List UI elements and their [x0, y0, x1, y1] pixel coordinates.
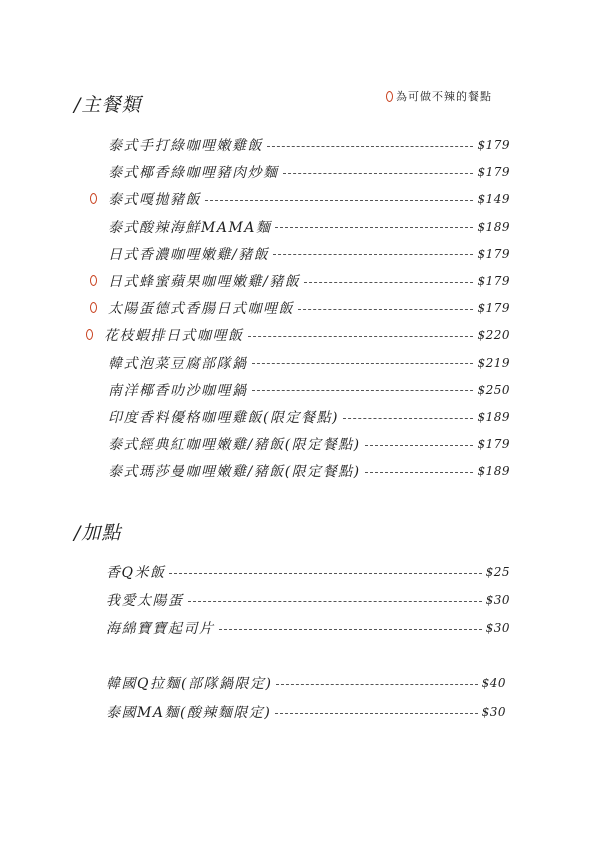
menu-row	[106, 618, 510, 638]
menu-row	[108, 162, 510, 182]
leader-dots	[169, 573, 481, 574]
menu-item-name: 我愛太陽蛋	[106, 593, 184, 609]
leader-dots	[276, 684, 477, 685]
leader-dots	[275, 227, 473, 228]
menu-item-name: 泰式嘎拋豬飯	[108, 192, 201, 209]
menu-item-price: $220	[477, 328, 510, 343]
leader-dots	[298, 309, 473, 310]
menu-item-name: 南洋椰香叻沙咖哩鍋	[108, 382, 248, 399]
menu-row	[106, 702, 506, 722]
circle-mark-icon	[386, 91, 393, 102]
menu-item-name: 泰國MA麵(酸辣麵限定)	[106, 705, 272, 721]
menu-row	[108, 189, 510, 209]
menu-item-name: 泰式手打綠咖哩嫩雞飯	[108, 138, 263, 154]
menu-row	[106, 562, 510, 582]
menu-row	[108, 407, 510, 427]
menu-item-price: $179	[477, 301, 510, 316]
menu-item-name: 泰式椰香綠咖哩豬肉炒麵	[108, 165, 279, 182]
menu-row	[108, 353, 510, 373]
menu-item-price: $30	[481, 705, 506, 719]
menu-row	[106, 673, 506, 693]
menu-item-price: $179	[477, 437, 510, 452]
menu-item-price: $179	[477, 246, 510, 261]
leader-dots	[252, 390, 474, 391]
menu-item-name: 韓式泡菜豆腐部隊鍋	[108, 355, 248, 372]
menu-item-name: 日式蜂蜜蘋果咖哩嫩雞/豬飯	[108, 274, 301, 290]
menu-row	[104, 325, 510, 345]
menu-item-name: 韓國Q拉麵(部隊鍋限定)	[106, 676, 273, 692]
menu-item-price: $189	[477, 410, 510, 424]
legend-text: 為可做不辣的餐點	[396, 90, 492, 103]
addons-section-title: /加點	[74, 522, 122, 544]
menu-item-price: $25	[485, 565, 510, 579]
main-section-title: /主餐類	[74, 94, 142, 116]
menu-item-price: $219	[477, 355, 510, 370]
leader-dots	[304, 282, 473, 283]
menu-row	[108, 271, 510, 291]
leader-dots	[365, 472, 474, 473]
menu-item-price: $30	[485, 621, 510, 635]
leader-dots	[205, 200, 473, 201]
menu-item-name: 花枝蝦排日式咖哩飯	[104, 328, 244, 345]
menu-item-name: 海綿寶寶起司片	[106, 621, 215, 637]
menu-item-price: $179	[477, 274, 510, 288]
menu-row	[106, 590, 510, 610]
menu-row	[108, 434, 510, 454]
circle-mark-icon	[86, 329, 93, 340]
leader-dots	[343, 418, 474, 419]
leader-dots	[365, 445, 474, 446]
circle-mark-icon	[90, 193, 97, 204]
menu-item-price: $30	[485, 593, 510, 607]
leader-dots	[273, 254, 473, 255]
menu-row	[108, 244, 510, 264]
menu-item-price: $189	[477, 219, 510, 234]
menu-row	[108, 135, 510, 155]
circle-mark-icon	[90, 302, 97, 313]
leader-dots	[252, 363, 474, 364]
menu-item-price: $250	[477, 382, 510, 397]
menu-item-name: 印度香料優格咖哩雞飯(限定餐點)	[108, 410, 339, 426]
leader-dots	[275, 713, 477, 714]
leader-dots	[283, 173, 474, 174]
menu-item-name: 太陽蛋德式香腸日式咖哩飯	[108, 301, 294, 318]
menu-item-price: $149	[477, 192, 510, 207]
menu-row	[108, 298, 510, 318]
leader-dots	[188, 601, 482, 602]
menu-item-price: $179	[477, 138, 510, 152]
menu-item-price: $40	[481, 676, 506, 690]
menu-item-price: $179	[477, 165, 510, 180]
menu-item-name: 泰式經典紅咖哩嫩雞/豬飯(限定餐點)	[108, 437, 361, 454]
leader-dots	[267, 146, 473, 147]
legend	[386, 88, 492, 104]
menu-item-name: 香Q米飯	[106, 565, 166, 581]
menu-item-name: 泰式酸辣海鮮MAMA麵	[108, 219, 272, 236]
leader-dots	[248, 336, 474, 337]
menu-row	[108, 380, 510, 400]
leader-dots	[219, 629, 482, 630]
menu-item-name: 泰式瑪莎曼咖哩嫩雞/豬飯(限定餐點)	[108, 464, 361, 481]
menu-row	[108, 461, 510, 481]
menu-item-price: $189	[477, 464, 510, 479]
circle-mark-icon	[90, 275, 97, 286]
menu-row	[108, 217, 510, 237]
menu-item-name: 日式香濃咖哩嫩雞/豬飯	[108, 246, 270, 263]
